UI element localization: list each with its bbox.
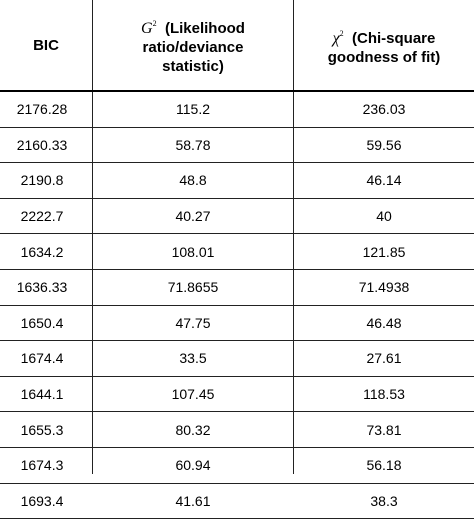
- g2-cell: 40.27: [175, 208, 211, 225]
- g2-cell: 58.78: [175, 136, 211, 153]
- bic-cell: 2222.7: [20, 208, 64, 225]
- chi-cell: 46.14: [366, 172, 402, 189]
- header-g2-line3: statistic): [162, 58, 224, 75]
- table-row: [0, 377, 474, 413]
- g2-cell: 48.8: [179, 172, 207, 189]
- g2-symbol: $G^2$: [141, 19, 157, 37]
- g2-cell: 108.01: [171, 243, 215, 260]
- g2-cell: 107.45: [171, 386, 215, 403]
- chi-cell: 236.03: [362, 101, 406, 118]
- table-body: [0, 92, 474, 519]
- table-row: [0, 341, 474, 377]
- chi-cell: 27.61: [366, 350, 402, 367]
- header-chi: [294, 0, 474, 90]
- chi-cell: 59.56: [366, 136, 402, 153]
- bic-cell: 2176.28: [16, 101, 68, 118]
- table-row: [0, 199, 474, 235]
- header-g2: [93, 0, 293, 90]
- table-row: [0, 128, 474, 164]
- chi-cell: 56.18: [366, 457, 402, 474]
- chi-cell: 121.85: [362, 243, 406, 260]
- bic-cell: 1644.1: [20, 386, 64, 403]
- bic-cell: 2190.8: [20, 172, 64, 189]
- header-g2-line1: $G^2$ (Likelihood: [141, 19, 245, 37]
- header-bic-label: BIC: [33, 36, 59, 54]
- table-row: [0, 234, 474, 270]
- table-row: [0, 163, 474, 199]
- table-row: [0, 270, 474, 306]
- bic-cell: 1655.3: [20, 421, 64, 438]
- g2-cell: 33.5: [179, 350, 207, 367]
- chi-symbol: $\chi^2$: [332, 28, 344, 47]
- g2-cell: 60.94: [175, 457, 211, 474]
- table-header: [0, 0, 474, 92]
- bic-cell: 2160.33: [16, 136, 68, 153]
- header-chi-line2: goodness of fit): [327, 48, 441, 66]
- chi-cell: 38.3: [370, 492, 398, 509]
- chi-cell: 118.53: [363, 386, 405, 403]
- bic-cell: 1634.2: [20, 243, 64, 260]
- header-chi-line1: $\chi^2$ (Chi-square: [332, 28, 436, 47]
- g2-cell: 47.75: [175, 314, 211, 331]
- bic-cell: 1636.33: [16, 279, 68, 296]
- g2-cell: 41.61: [175, 492, 211, 509]
- bic-cell: 1674.4: [20, 350, 64, 367]
- g2-cell: 71.8655: [167, 279, 219, 296]
- g2-cell: 80.32: [175, 421, 211, 438]
- g2-cell: 115.2: [176, 101, 210, 118]
- header-bic: [0, 0, 92, 90]
- bic-cell: 1693.4: [20, 492, 64, 509]
- table-row: [0, 448, 474, 484]
- bic-cell: 1674.3: [20, 457, 64, 474]
- chi-cell: 40: [376, 208, 392, 225]
- header-g2-line2: ratio/deviance: [142, 39, 244, 56]
- chi-cell: 73.81: [366, 421, 402, 438]
- bic-cell: 1650.4: [20, 314, 64, 331]
- table-row: [0, 412, 474, 448]
- chi-cell: 71.4938: [358, 279, 410, 296]
- table-row: [0, 484, 474, 519]
- chi-cell: 46.48: [366, 314, 402, 331]
- table-row: [0, 306, 474, 342]
- table-row: [0, 92, 474, 128]
